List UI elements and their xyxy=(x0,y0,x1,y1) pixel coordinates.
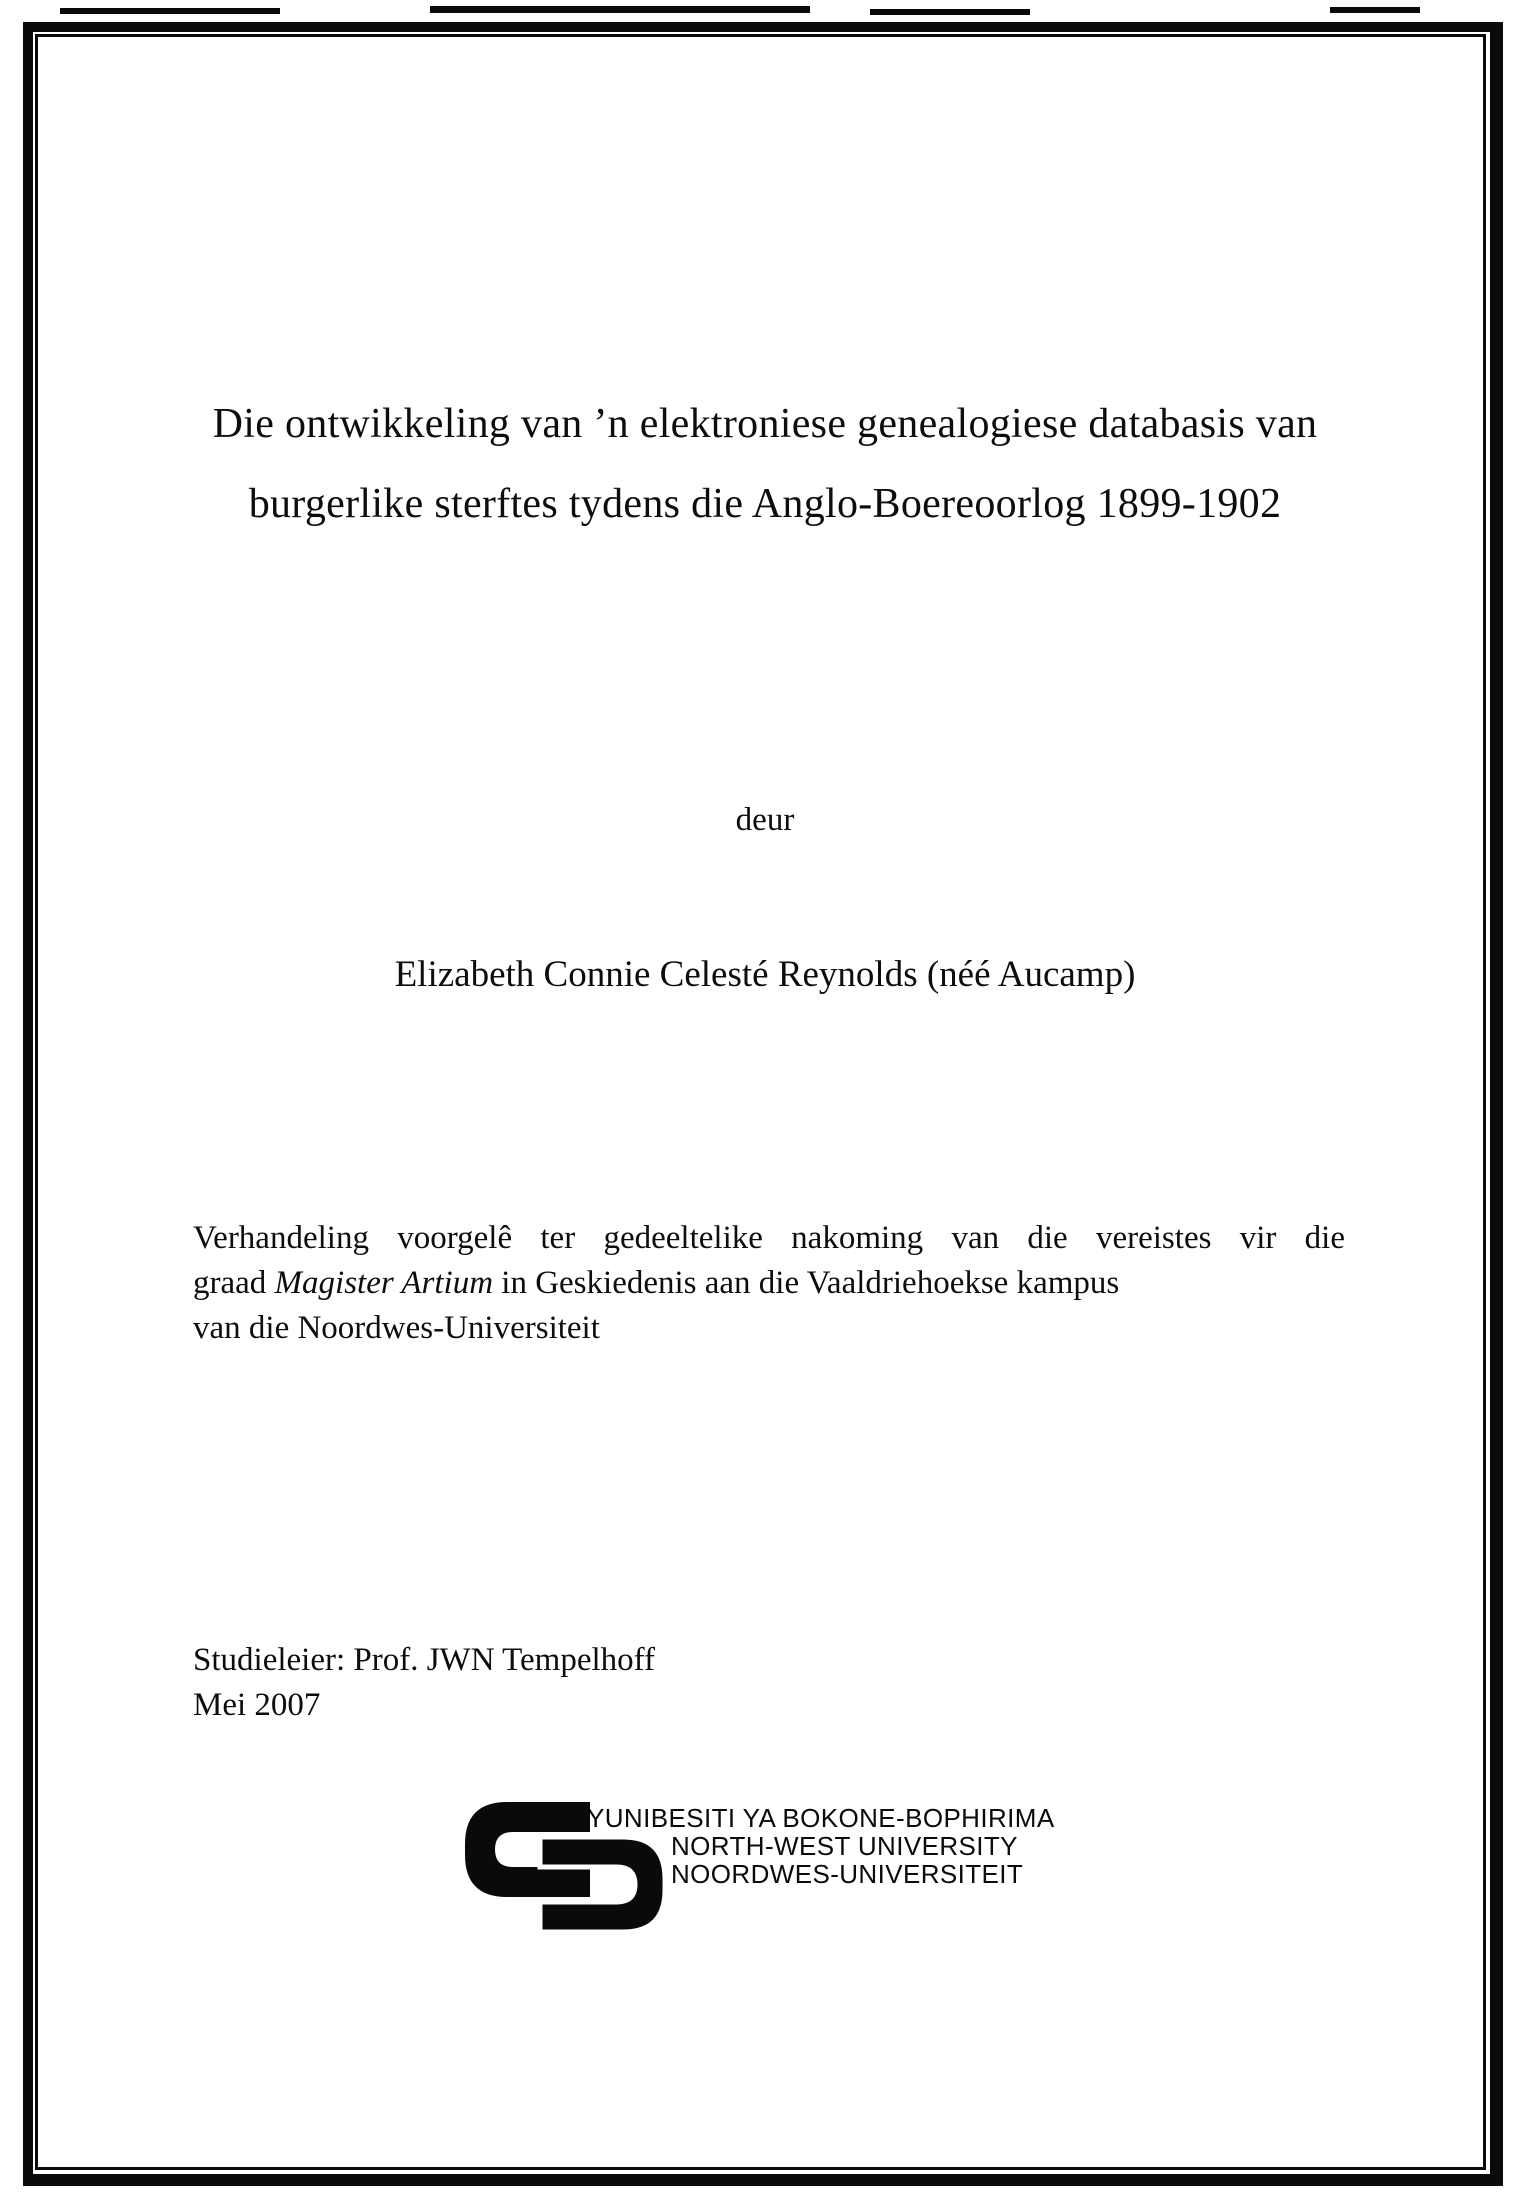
supervisor-line: Studieleier: Prof. JWN Tempelhoff xyxy=(193,1642,656,1678)
logo-text-setswana: YUNIBESITI YA BOKONE-BOPHIRIMA xyxy=(587,1803,1055,1833)
author-name: Elizabeth Connie Celesté Reynolds (néé Aucamp) xyxy=(394,954,1136,995)
scan-artifact xyxy=(430,6,810,13)
logo-text-english: NORTH-WEST UNIVERSITY xyxy=(671,1831,1018,1861)
scan-artifact xyxy=(60,8,280,14)
degree-statement-line3: van die Noordwes-Universiteit xyxy=(193,1310,600,1346)
scan-artifact xyxy=(1330,7,1420,13)
degree-statement-line2 xyxy=(193,1261,1345,1306)
thesis-title-line1: Die ontwikkeling van ’n elektroniese genealogiese databasis van xyxy=(212,401,1318,447)
degree-statement-line2-prefix: graad xyxy=(193,1265,275,1301)
university-logo xyxy=(465,1798,1105,1938)
byline: deur xyxy=(735,802,795,838)
thesis-title-line2: burgerlike sterftes tydens die Anglo-Boereoorlog 1899-1902 xyxy=(248,481,1282,527)
scan-artifact xyxy=(870,9,1030,15)
degree-statement-line1: Verhandeling voorgelê ter gedeeltelike nakoming van die vereistes vir die xyxy=(193,1220,1345,1256)
thesis-title xyxy=(190,384,1340,544)
degree-statement xyxy=(193,1216,1345,1351)
supervisor-block xyxy=(193,1638,1093,1728)
logo-text-afrikaans: NOORDWES-UNIVERSITEIT xyxy=(671,1859,1024,1889)
degree-name-italic: Magister Artium xyxy=(274,1265,494,1301)
date-line: Mei 2007 xyxy=(193,1687,321,1723)
degree-statement-line2-suffix: in Geskiedenis aan die Vaaldriehoekse kampus xyxy=(493,1265,1120,1301)
